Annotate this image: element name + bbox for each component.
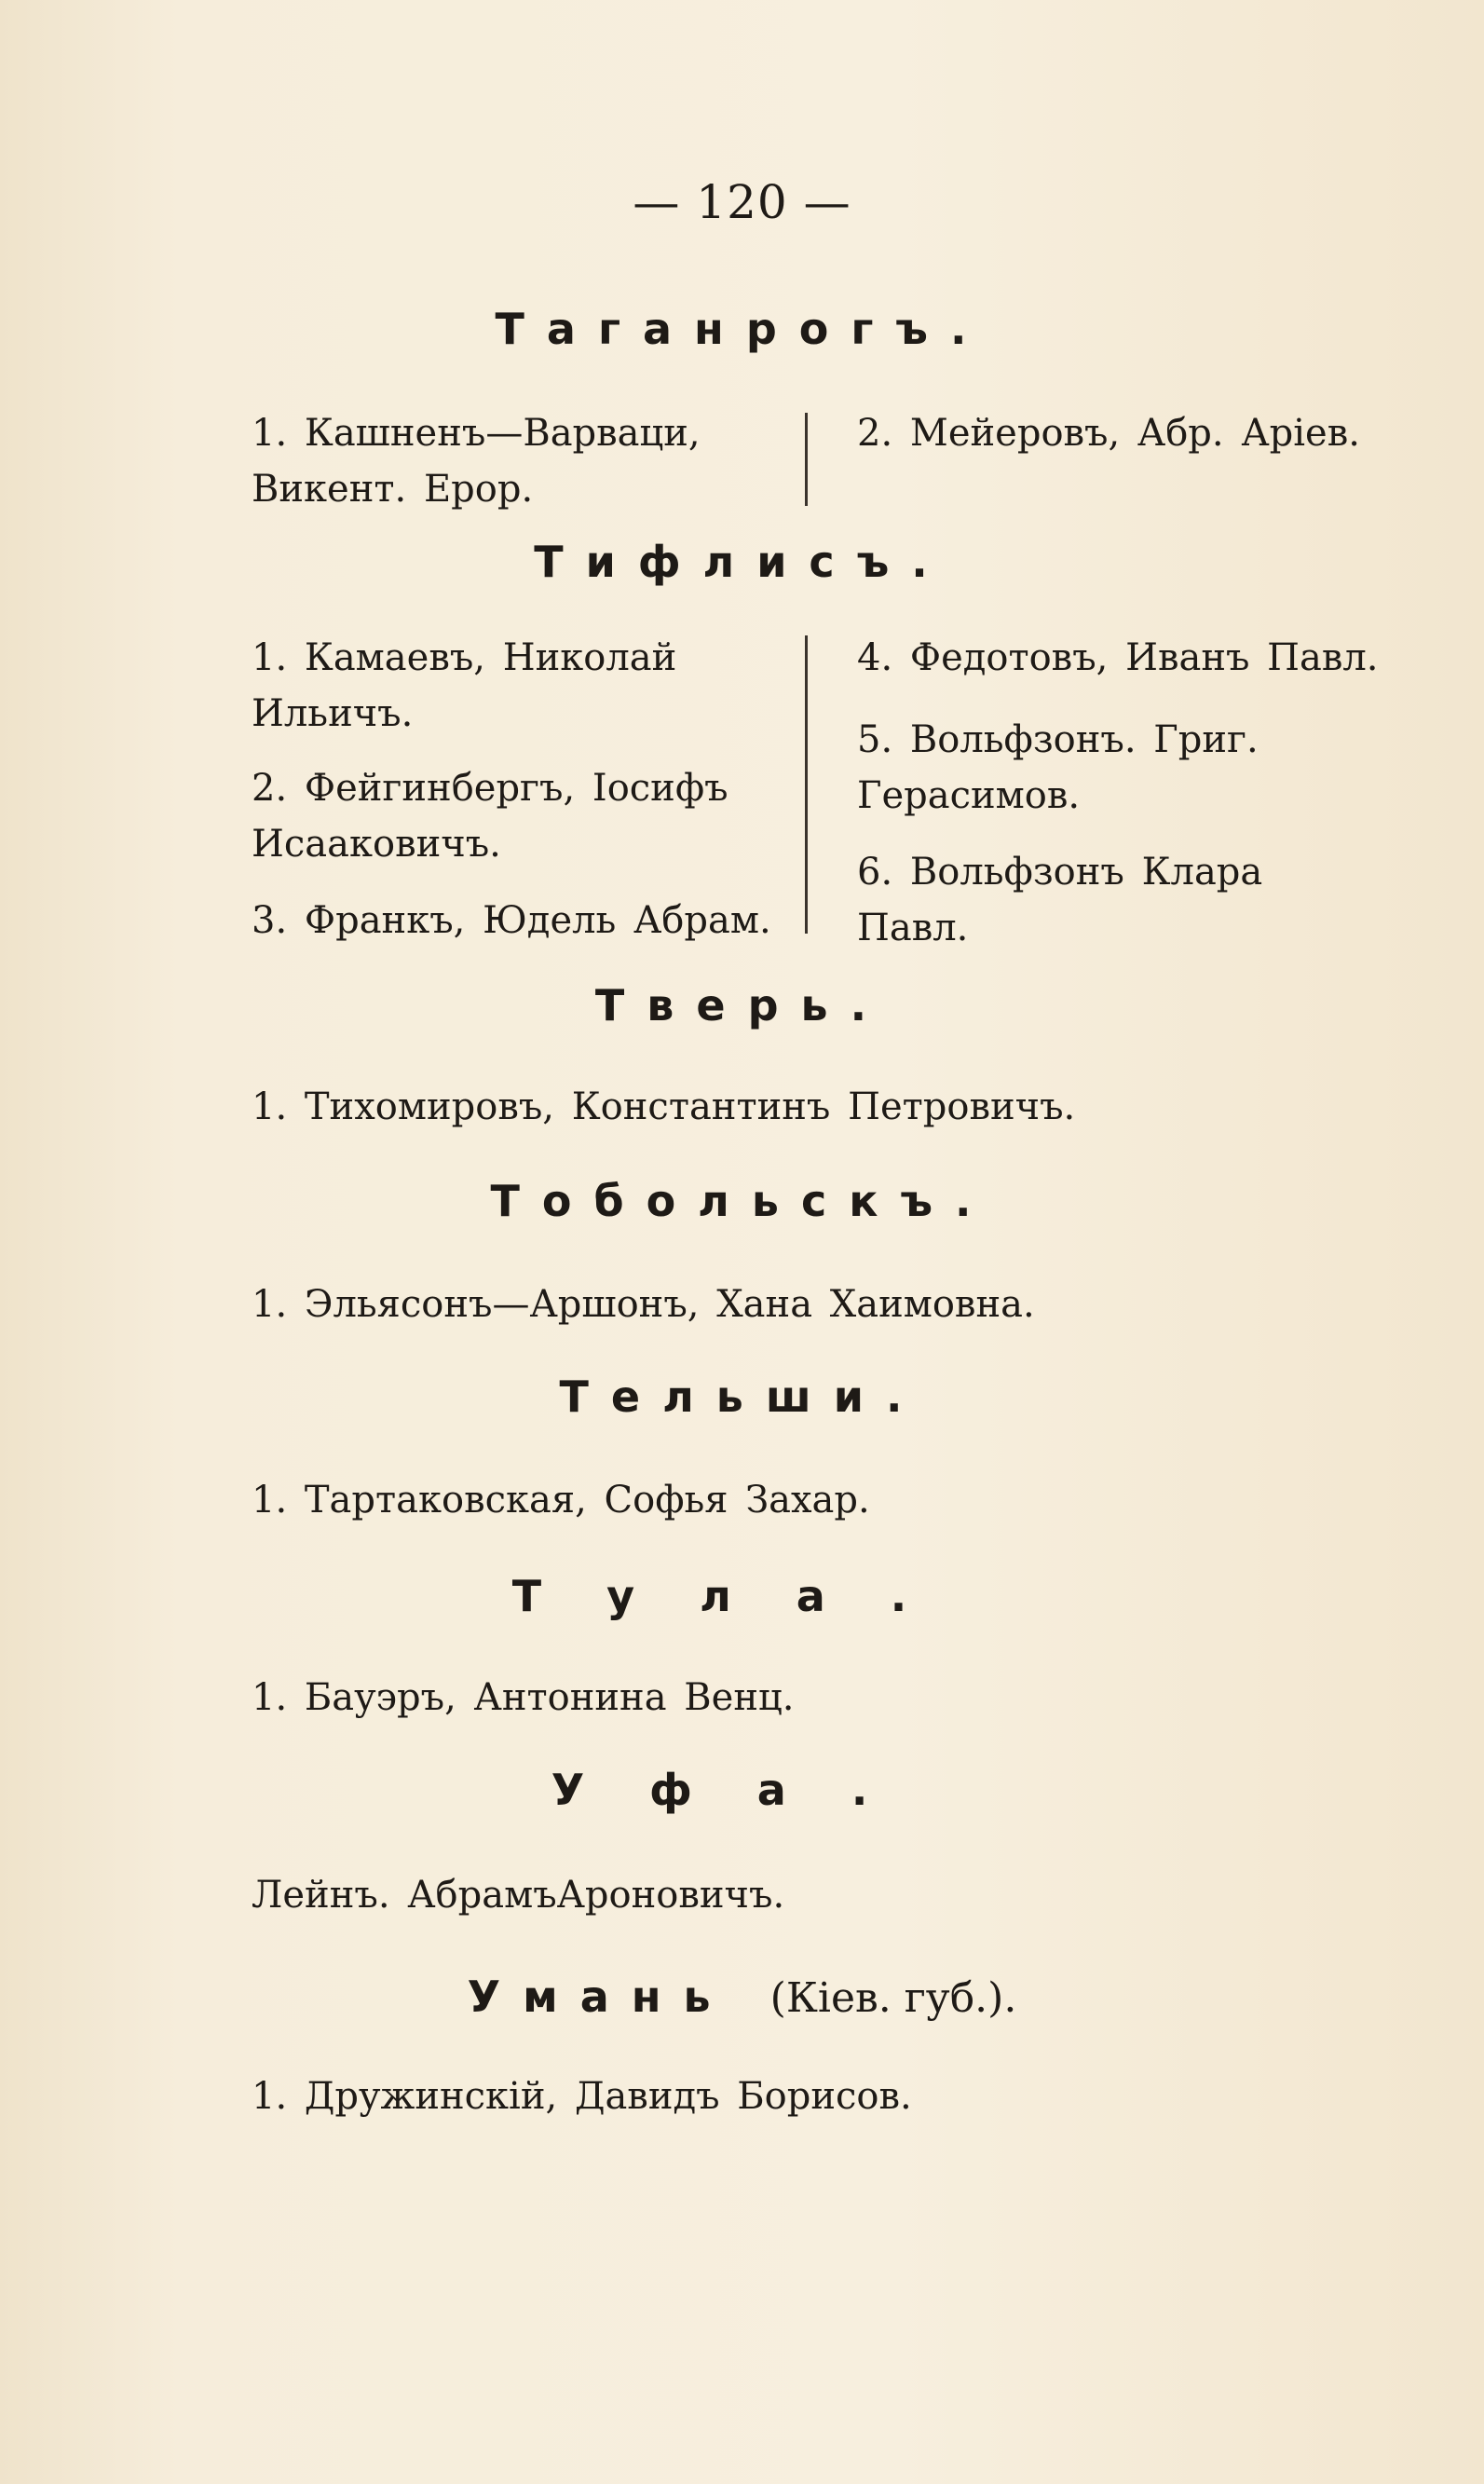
list-item: 1. Кашненъ—Варваци, Викент. Еpop. <box>252 412 701 511</box>
list-item: 2. Фейгинбергъ, Іосифъ Исаaковичъ. <box>252 767 728 866</box>
section-tiflis <box>252 630 1379 956</box>
list-item: 4. Федотовъ, Иванъ Павл. <box>857 636 1379 679</box>
list-item: 3. Франкъ, Юдель Абрам. <box>252 899 771 942</box>
list-item: 5. Вольфзонъ. Григ. Герасимов. <box>857 718 1259 817</box>
list-item: 1. Бауэръ, Антонина Венц. <box>252 1676 795 1719</box>
heading-tula: Тула. <box>511 1571 973 1621</box>
list-item: 1. Камаевъ, Николай Ильичъ. <box>252 636 677 735</box>
section-taganrog <box>252 405 1369 511</box>
list-item: Лейнъ. АбрамъАроновичъ. <box>252 1874 785 1917</box>
list-item: 2. Мейеровъ, Абр. Аріев. <box>857 412 1360 455</box>
list-item: 1. Дружинскій, Давидъ Борисов. <box>252 2075 912 2118</box>
heading-uman <box>0 1972 1484 2022</box>
list-item: 1. Тартаковская, Софья Захар. <box>252 1479 870 1522</box>
heading-uman-title: Умань <box>467 1972 733 2022</box>
heading-telshi: Тельши. <box>559 1372 925 1422</box>
heading-ufa: Уфа. <box>551 1765 933 1815</box>
column-divider <box>805 635 808 934</box>
list-item: 1. Тихомировъ, Константинъ Петровичъ. <box>252 1085 1076 1128</box>
page-number: — 120 — <box>633 175 851 229</box>
heading-tiflis: Тифлисъ. <box>534 537 950 587</box>
list-item: 6. Вольфзонъ Клара Павл. <box>857 851 1263 949</box>
list-item: 1. Эльясонъ—Аршонъ, Хана Хаимовна. <box>252 1283 1035 1326</box>
heading-tobolsk: Тобольскъ. <box>490 1176 994 1226</box>
column-divider <box>805 413 808 506</box>
heading-uman-tail: (Кіев. губ.). <box>769 1974 1017 2022</box>
heading-taganrog: Таганрогъ. <box>495 304 989 354</box>
heading-tver: Тверь. <box>594 980 890 1030</box>
